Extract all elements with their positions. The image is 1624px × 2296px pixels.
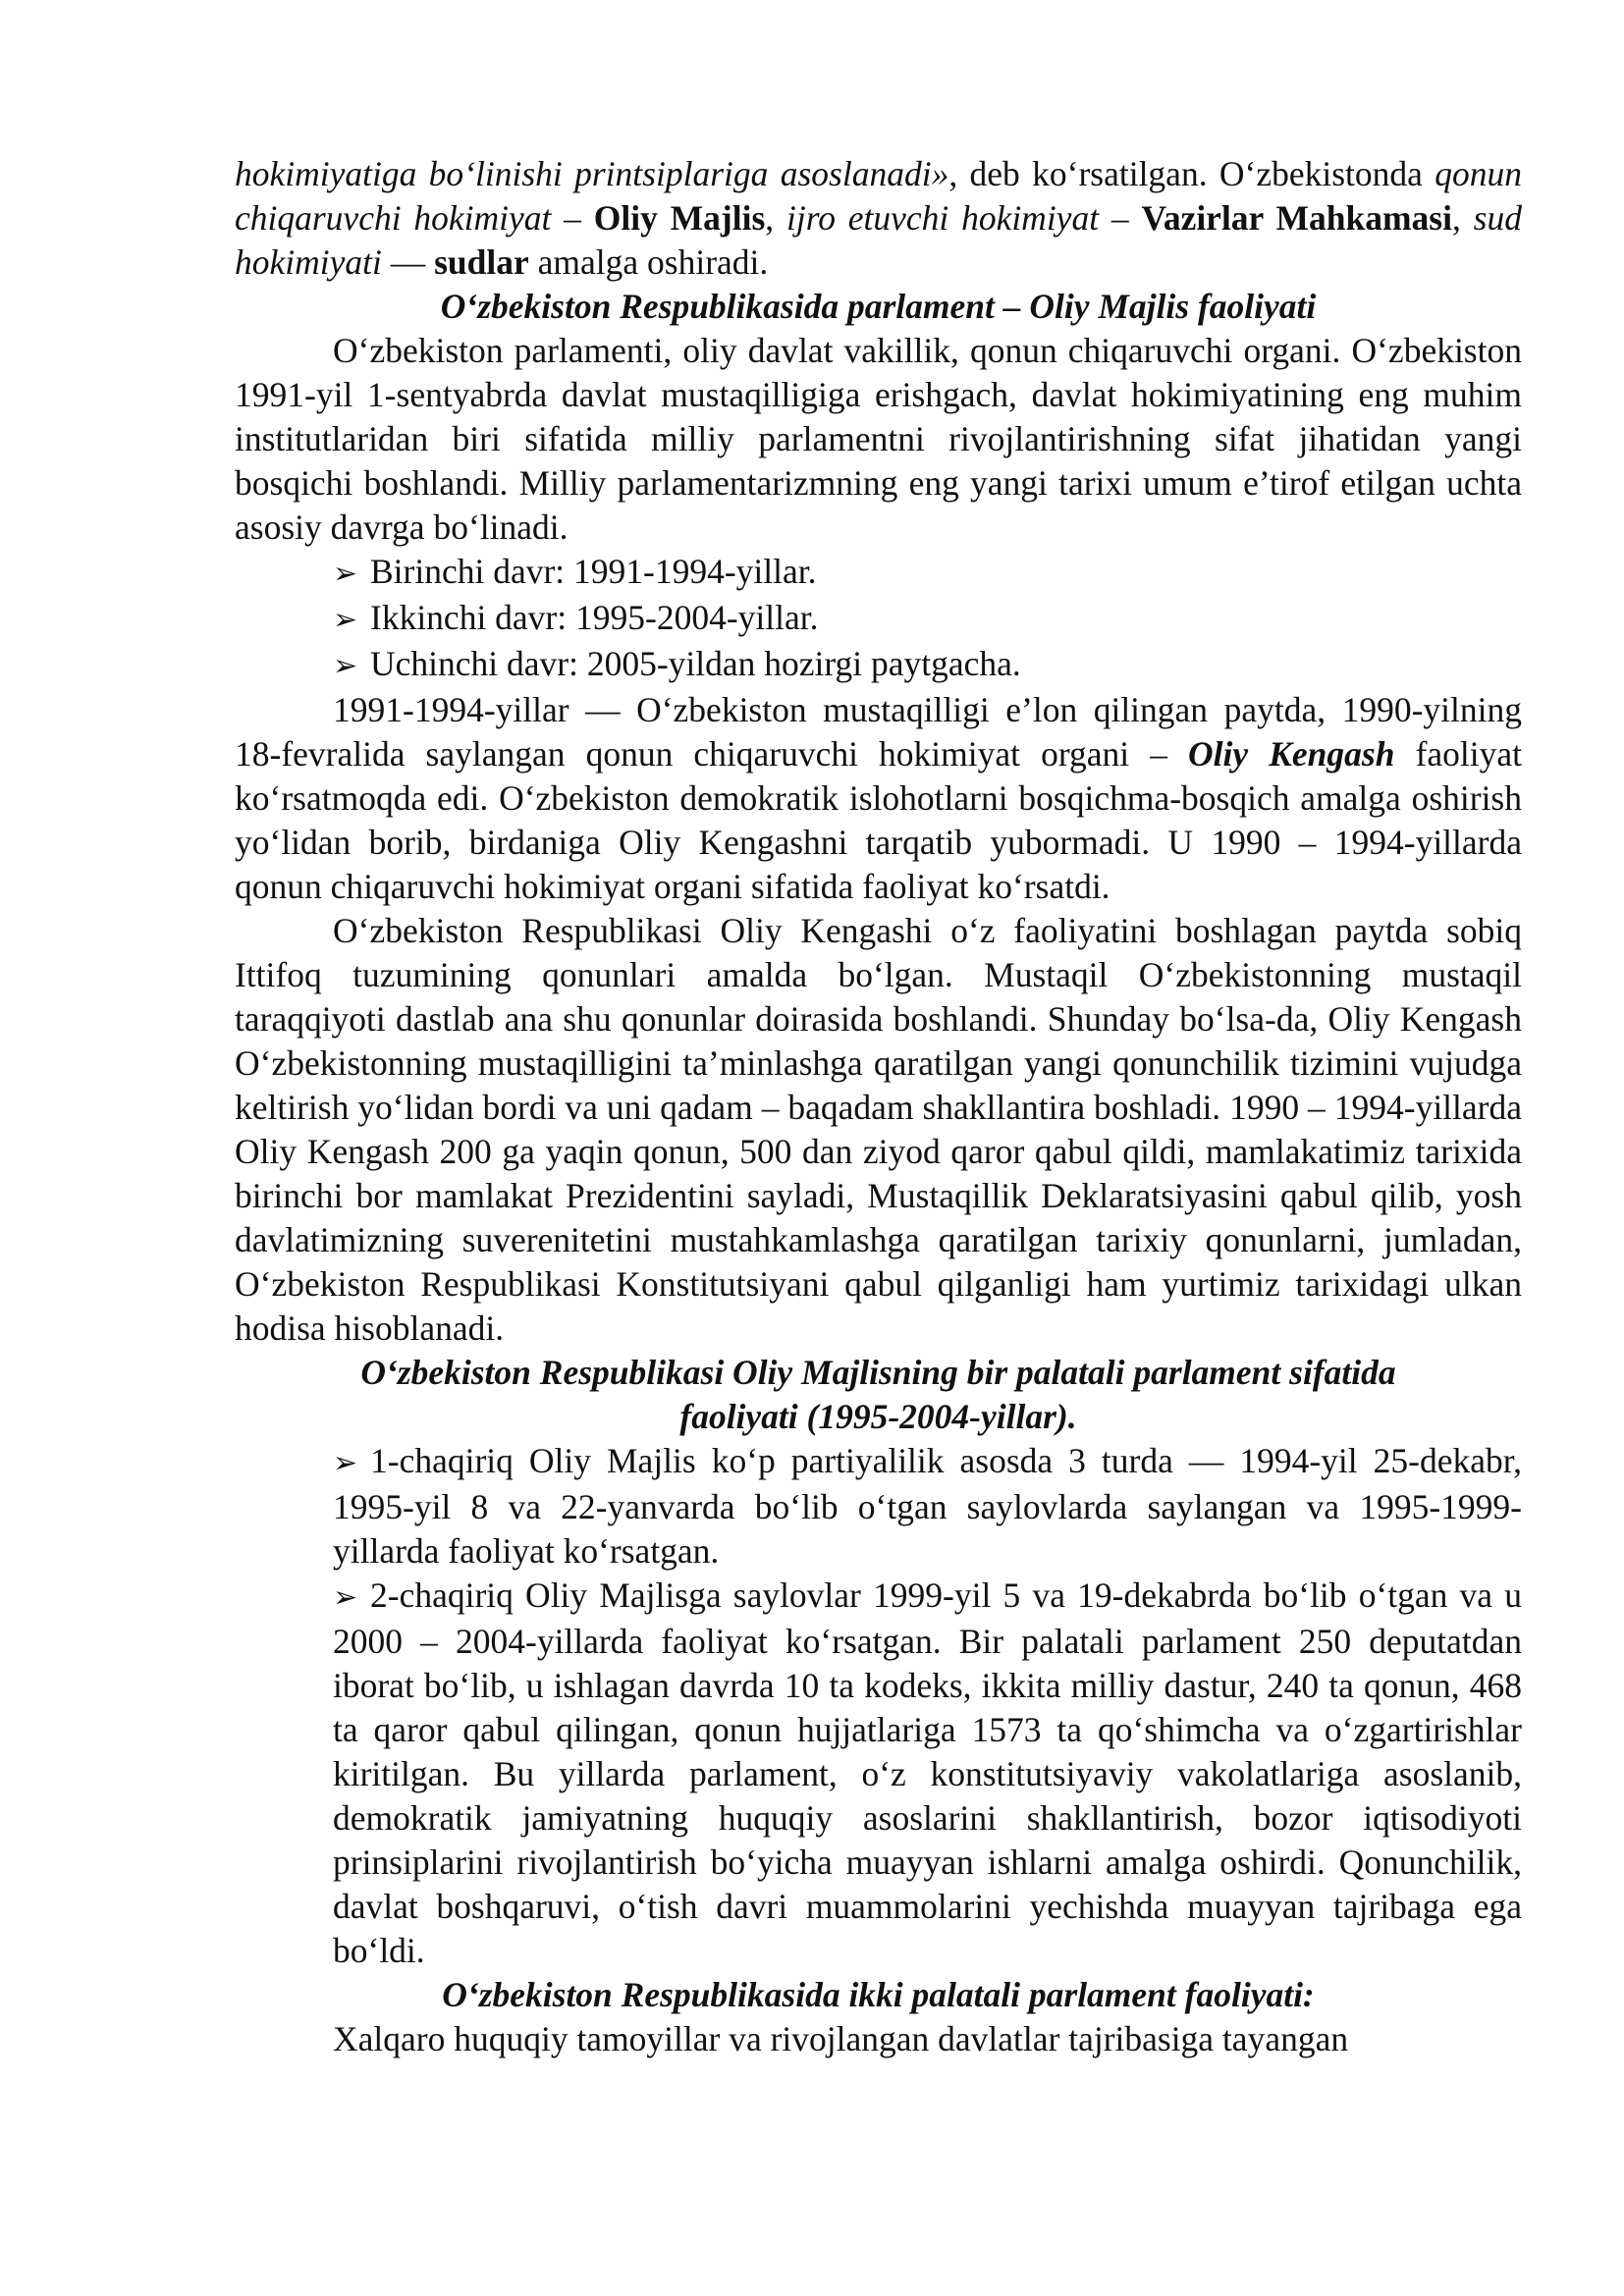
intro-comma: , xyxy=(765,198,786,238)
paragraph-text: faoliyat ko‘rsatmoqda edi. O‘zbekiston demokratik islohotlarni bosqichma-bosqich amalga oshirish yo‘lidan borib, birdaniga Oliy Kengashni tarqatib yubormadi. U 1990 – 1994-yillarda qonun chiqaruvchi hokimiyat organi sifatida faoliyat ko‘rsatdi. xyxy=(235,734,1522,906)
vazirlar-mahkamasi-term: Vazirlar Mahkamasi xyxy=(1141,198,1452,238)
heading-line: faoliyati (1995-2004-yillar). xyxy=(679,1397,1077,1436)
section-heading-unicameral xyxy=(235,1351,1522,1439)
arrow-bullet-icon: ➢ xyxy=(333,1581,358,1614)
arrow-bullet-icon: ➢ xyxy=(333,604,358,636)
intro-dash: — xyxy=(381,242,435,282)
section-heading-parliament: O‘zbekiston Respublikasida parlament – Oliy Majlis faoliyati xyxy=(440,287,1317,326)
legislative-branch-label: qonun chiqaruvchi hokimiyat – xyxy=(235,154,1523,238)
arrow-bullet-icon: ➢ xyxy=(333,650,358,682)
intro-space xyxy=(581,198,594,238)
intro-quote-text: hokimiyatiga bo‘linishi printsiplariga asoslanadi» xyxy=(235,154,949,193)
period-text: Birinchi davr: 1991-1994-yillar. xyxy=(370,552,817,591)
arrow-bullet-icon: ➢ xyxy=(333,558,358,590)
sudlar-term: sudlar xyxy=(434,242,529,282)
convocation-list-item xyxy=(235,1439,1522,1574)
judicial-branch-label: sud hokimiyati xyxy=(235,198,1522,282)
oliy-kengash-term: Oliy Kengash xyxy=(1188,734,1395,774)
paragraph-bicameral-intro: Xalqaro huquqiy tamoyillar va rivojlangan davlatlar tajribasiga tayangan xyxy=(333,2019,1349,2058)
executive-branch-label: ijro etuvchi hokimiyat xyxy=(785,198,1100,238)
heading-line: O‘zbekiston Respublikasi Oliy Majlisning bir palatali parlament sifatida xyxy=(360,1353,1396,1392)
document-page xyxy=(235,152,1522,2061)
paragraph-text: 1991-1994-yillar — O‘zbekiston mustaqilligi e’lon qilingan paytda, 1990-yilning 18-fevralida saylangan qonun chiqaruvchi hokimiyat organi – xyxy=(235,690,1522,774)
paragraph-oliy-kengash-activity: O‘zbekiston Respublikasi Oliy Kengashi o‘z faoliyatini boshlagan paytda sobiq Ittifoq tuzumining qonunlari amalda bo‘lgan. Mustaqil O‘zbekistonning mustaqil taraqqiyoti dastlab ana shu qonunlar doirasida boshlandi. Shunday bo‘lsa-da, Oliy Kengash O‘zbekistonning mustaqilligini ta’minlashga qaratilgan yangi qonunchilik tizimini vujudga keltirish yo‘lidan bordi va uni qadam – baqadam shakllantira boshladi. 1990 – 1994-yillarda Oliy Kengash 200 ga yaqin qonun, 500 dan ziyod qaror qabul qildi, mamlakatimiz tarixida birinchi bor mamlakat Prezidentini sayladi, Mustaqillik Deklaratsiyasini qabul qilib, yosh davlatimizning suverenitetini mustahkamlashga qaratilgan tarixiy qonunlarni, jumladan, O‘zbekiston Respublikasi Konstitutsiyani qabul qilganligi ham yurtimiz tarixidagi ulkan hodisa hisoblanadi. xyxy=(235,911,1522,1348)
period-list-item xyxy=(235,550,1522,596)
period-text: Ikkinchi davr: 1995-2004-yillar. xyxy=(370,598,819,637)
intro-text: , deb ko‘rsatilgan. O‘zbekistonda xyxy=(948,154,1435,193)
section-heading-bicameral: O‘zbekiston Respublikasida ikki palatali parlament faoliyati: xyxy=(442,1975,1315,2014)
arrow-bullet-icon: ➢ xyxy=(333,1447,358,1479)
paragraph-parliament-intro: O‘zbekiston parlamenti, oliy davlat vakillik, qonun chiqaruvchi organi. O‘zbekiston 1991-yil 1-sentyabrda davlat mustaqilligiga erishgach, davlat hokimiyatining eng muhim institutlaridan biri sifatida milliy parlamentni rivojlantirishning sifat jihatidan yangi bosqichi boshlandi. Milliy parlamentarizmning eng yangi tarixi umum e’tirof etilgan uchta asosiy davrga bo‘linadi. xyxy=(235,331,1522,547)
intro-ending: amalga oshiradi. xyxy=(528,242,769,282)
intro-paragraph xyxy=(235,152,1522,285)
period-list-item xyxy=(235,642,1522,688)
paragraph-oliy-kengash xyxy=(235,688,1522,909)
convocation-text: 2-chaqiriq Oliy Majlisga saylovlar 1999-yil 5 va 19-dekabrda bo‘lib o‘tgan va u 2000 – 2004-yillarda faoliyat ko‘rsatgan. Bir palatali parlament 250 deputatdan iborat bo‘lib, u ishlagan davrda 10 ta kodeks, ikkita milliy dastur, 240 ta qonun, 468 ta qaror qabul qilingan, qonun hujjatlariga 1573 ta qo‘shimcha va o‘zgartirishlar kiritilgan. Bu yillarda parlament, o‘z konstitutsiyaviy vakolatlariga asoslanib, demokratik jamiyatning huquqiy asoslarini shakllantirish, bozor iqtisodiyoti prinsiplarini rivojlantirish bo‘yicha muayyan ishlarni amalga oshirdi. Qonunchilik, davlat boshqaruvi, o‘tish davri muammolarini yechishda muayyan tajribaga ega bo‘ldi. xyxy=(333,1575,1522,1970)
period-text: Uchinchi davr: 2005-yildan hozirgi paytgacha. xyxy=(370,644,1021,683)
oliy-majlis-term: Oliy Majlis xyxy=(593,198,766,238)
intro-comma: , xyxy=(1451,198,1474,238)
period-list-item xyxy=(235,596,1522,642)
convocation-list-item xyxy=(235,1574,1522,1973)
convocation-text: 1-chaqiriq Oliy Majlis ko‘p partiyalilik asosda 3 turda — 1994-yil 25-dekabr, 1995-yil 8 va 22-yanvarda bo‘lib o‘tgan saylovlarda saylangan va 1995-1999-yillarda faoliyat ko‘rsatgan. xyxy=(333,1441,1522,1571)
intro-dash: – xyxy=(1099,198,1142,238)
